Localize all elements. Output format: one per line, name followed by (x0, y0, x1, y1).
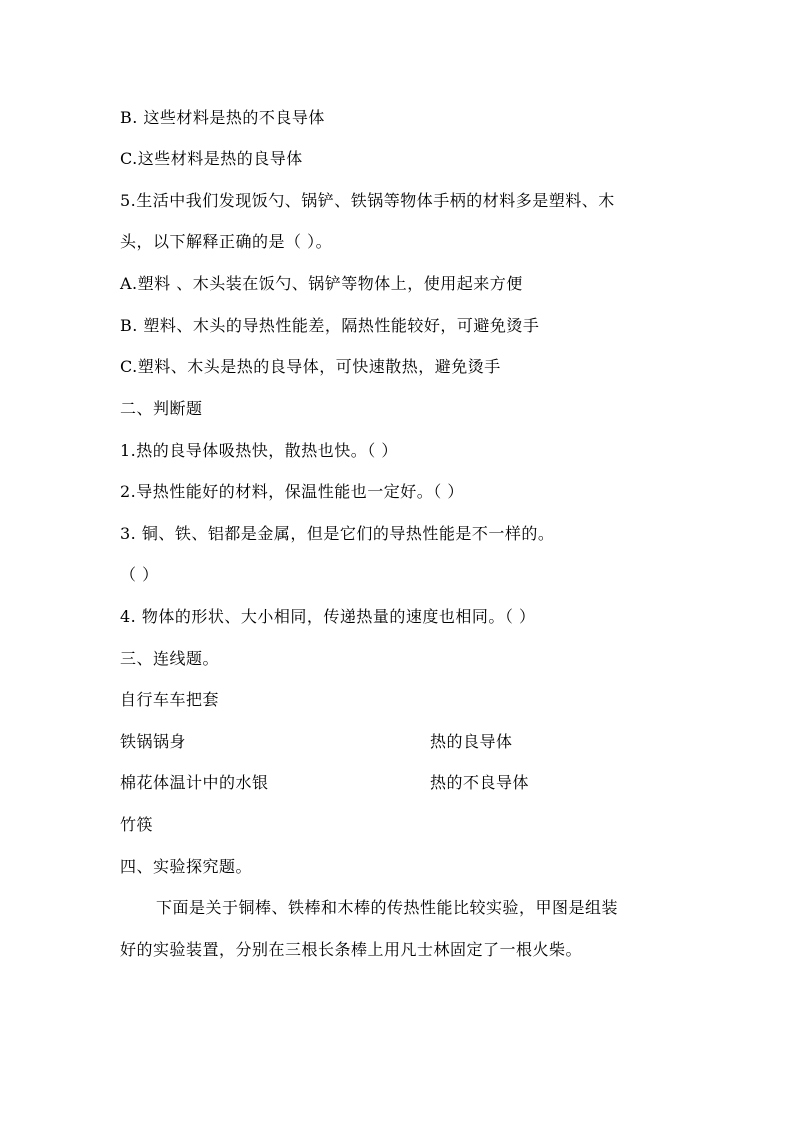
matching-left-item: 自行车车把套 (120, 690, 220, 709)
true-false-item-3: 3. 铜、铁、铝都是金属，但是它们的导热性能是不一样的。 (120, 524, 555, 543)
matching-right-item: 热的良导体 (430, 732, 513, 751)
matching-right-item: 热的不良导体 (430, 773, 530, 792)
q5-stem-line2: 头，以下解释正确的是（ ）。 (120, 232, 333, 251)
experiment-paragraph-line2: 好的实验装置，分别在三根长条棒上用凡士林固定了一根火柴。 (120, 940, 583, 959)
true-false-item-1: 1.热的良导体吸热快，散热也快。（ ） (120, 441, 398, 460)
section-heading-experiment: 四、实验探究题。 (120, 857, 253, 876)
matching-left-item: 竹筷 (120, 815, 154, 834)
experiment-paragraph-line1: 下面是关于铜棒、铁棒和木棒的传热性能比较实验，甲图是组装 (156, 898, 619, 917)
true-false-item-2: 2.导热性能好的材料，保温性能也一定好。（ ） (120, 482, 464, 501)
section-heading-matching: 三、连线题。 (120, 649, 220, 668)
q5-option-b: B. 塑料、木头的导热性能差，隔热性能较好，可避免烫手 (120, 316, 540, 335)
q4-option-c: C.这些材料是热的良导体 (120, 149, 303, 168)
matching-left-item: 棉花体温计中的水银 (120, 773, 269, 792)
q5-option-a: A.塑料 、木头装在饭勺、锅铲等物体上，使用起来方便 (120, 274, 523, 293)
q5-stem-line1: 5.生活中我们发现饭勺、锅铲、铁锅等物体手柄的材料多是塑料、木 (120, 191, 615, 210)
true-false-item-3-blank: （ ） (120, 565, 159, 584)
q4-option-b: B. 这些材料是热的不良导体 (120, 108, 325, 127)
section-heading-judgment: 二、判断题 (120, 399, 203, 418)
true-false-item-4: 4. 物体的形状、大小相同，传递热量的速度也相同。（ ） (120, 607, 536, 626)
q5-option-c: C.塑料、木头是热的良导体，可快速散热，避免烫手 (120, 357, 501, 376)
matching-left-item: 铁锅锅身 (120, 732, 187, 751)
